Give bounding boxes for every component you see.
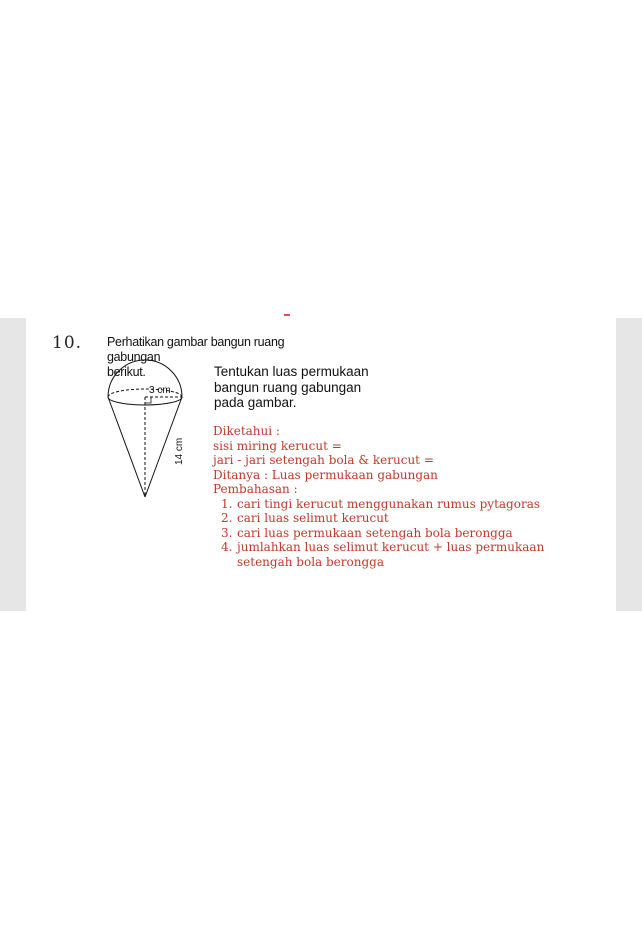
step-item	[213, 497, 613, 512]
question-text-line2: berikut.	[107, 365, 146, 379]
red-mark	[284, 314, 290, 316]
known-radius: jari - jari setengah bola & kerucut =	[213, 453, 434, 467]
task-line2: bangun ruang gabungan	[214, 379, 362, 395]
step-number: 1.	[221, 496, 233, 511]
height-label: 14 cm	[174, 437, 185, 465]
known-heading: Diketahui :	[213, 424, 280, 438]
asked-line: Ditanya : Luas permukaan gabungan	[213, 467, 438, 482]
radius-label: 3 cm	[149, 385, 171, 396]
left-margin-bar	[0, 318, 26, 611]
step-item	[213, 511, 613, 526]
step-number: 4.	[221, 540, 233, 554]
step-text: cari tingi kerucut menggunakan rumus pytagoras	[237, 496, 540, 511]
step-item	[213, 540, 613, 569]
handwritten-answer	[213, 424, 613, 569]
cone-hemisphere-figure	[100, 355, 210, 505]
step-text: cari luas selimut kerucut	[237, 511, 389, 525]
base-ellipse-back	[108, 389, 182, 397]
question-text-line1: Perhatikan gambar bangun ruang gabungan	[107, 335, 285, 364]
question-number: 10.	[52, 333, 83, 353]
steps-list	[213, 497, 613, 570]
step-item	[213, 526, 613, 541]
step-number: 3.	[221, 525, 233, 540]
cone-left-side	[108, 397, 145, 497]
step-number: 2.	[221, 511, 233, 525]
step-text-continued: setengah bola berongga	[237, 554, 384, 569]
task-line1: Tentukan luas permukaan	[214, 364, 369, 379]
step-text: cari luas permukaan setengah bola berongga	[237, 525, 513, 540]
step-text: jumlahkan luas selimut kerucut + luas permukaan	[237, 540, 545, 554]
task-line3: pada gambar.	[214, 395, 297, 410]
known-slant-height: sisi miring kerucut =	[213, 438, 342, 453]
discussion-heading: Pembahasan :	[213, 482, 298, 496]
right-margin-bar	[616, 318, 642, 611]
task-text	[214, 364, 384, 411]
right-angle-mark	[145, 397, 151, 403]
